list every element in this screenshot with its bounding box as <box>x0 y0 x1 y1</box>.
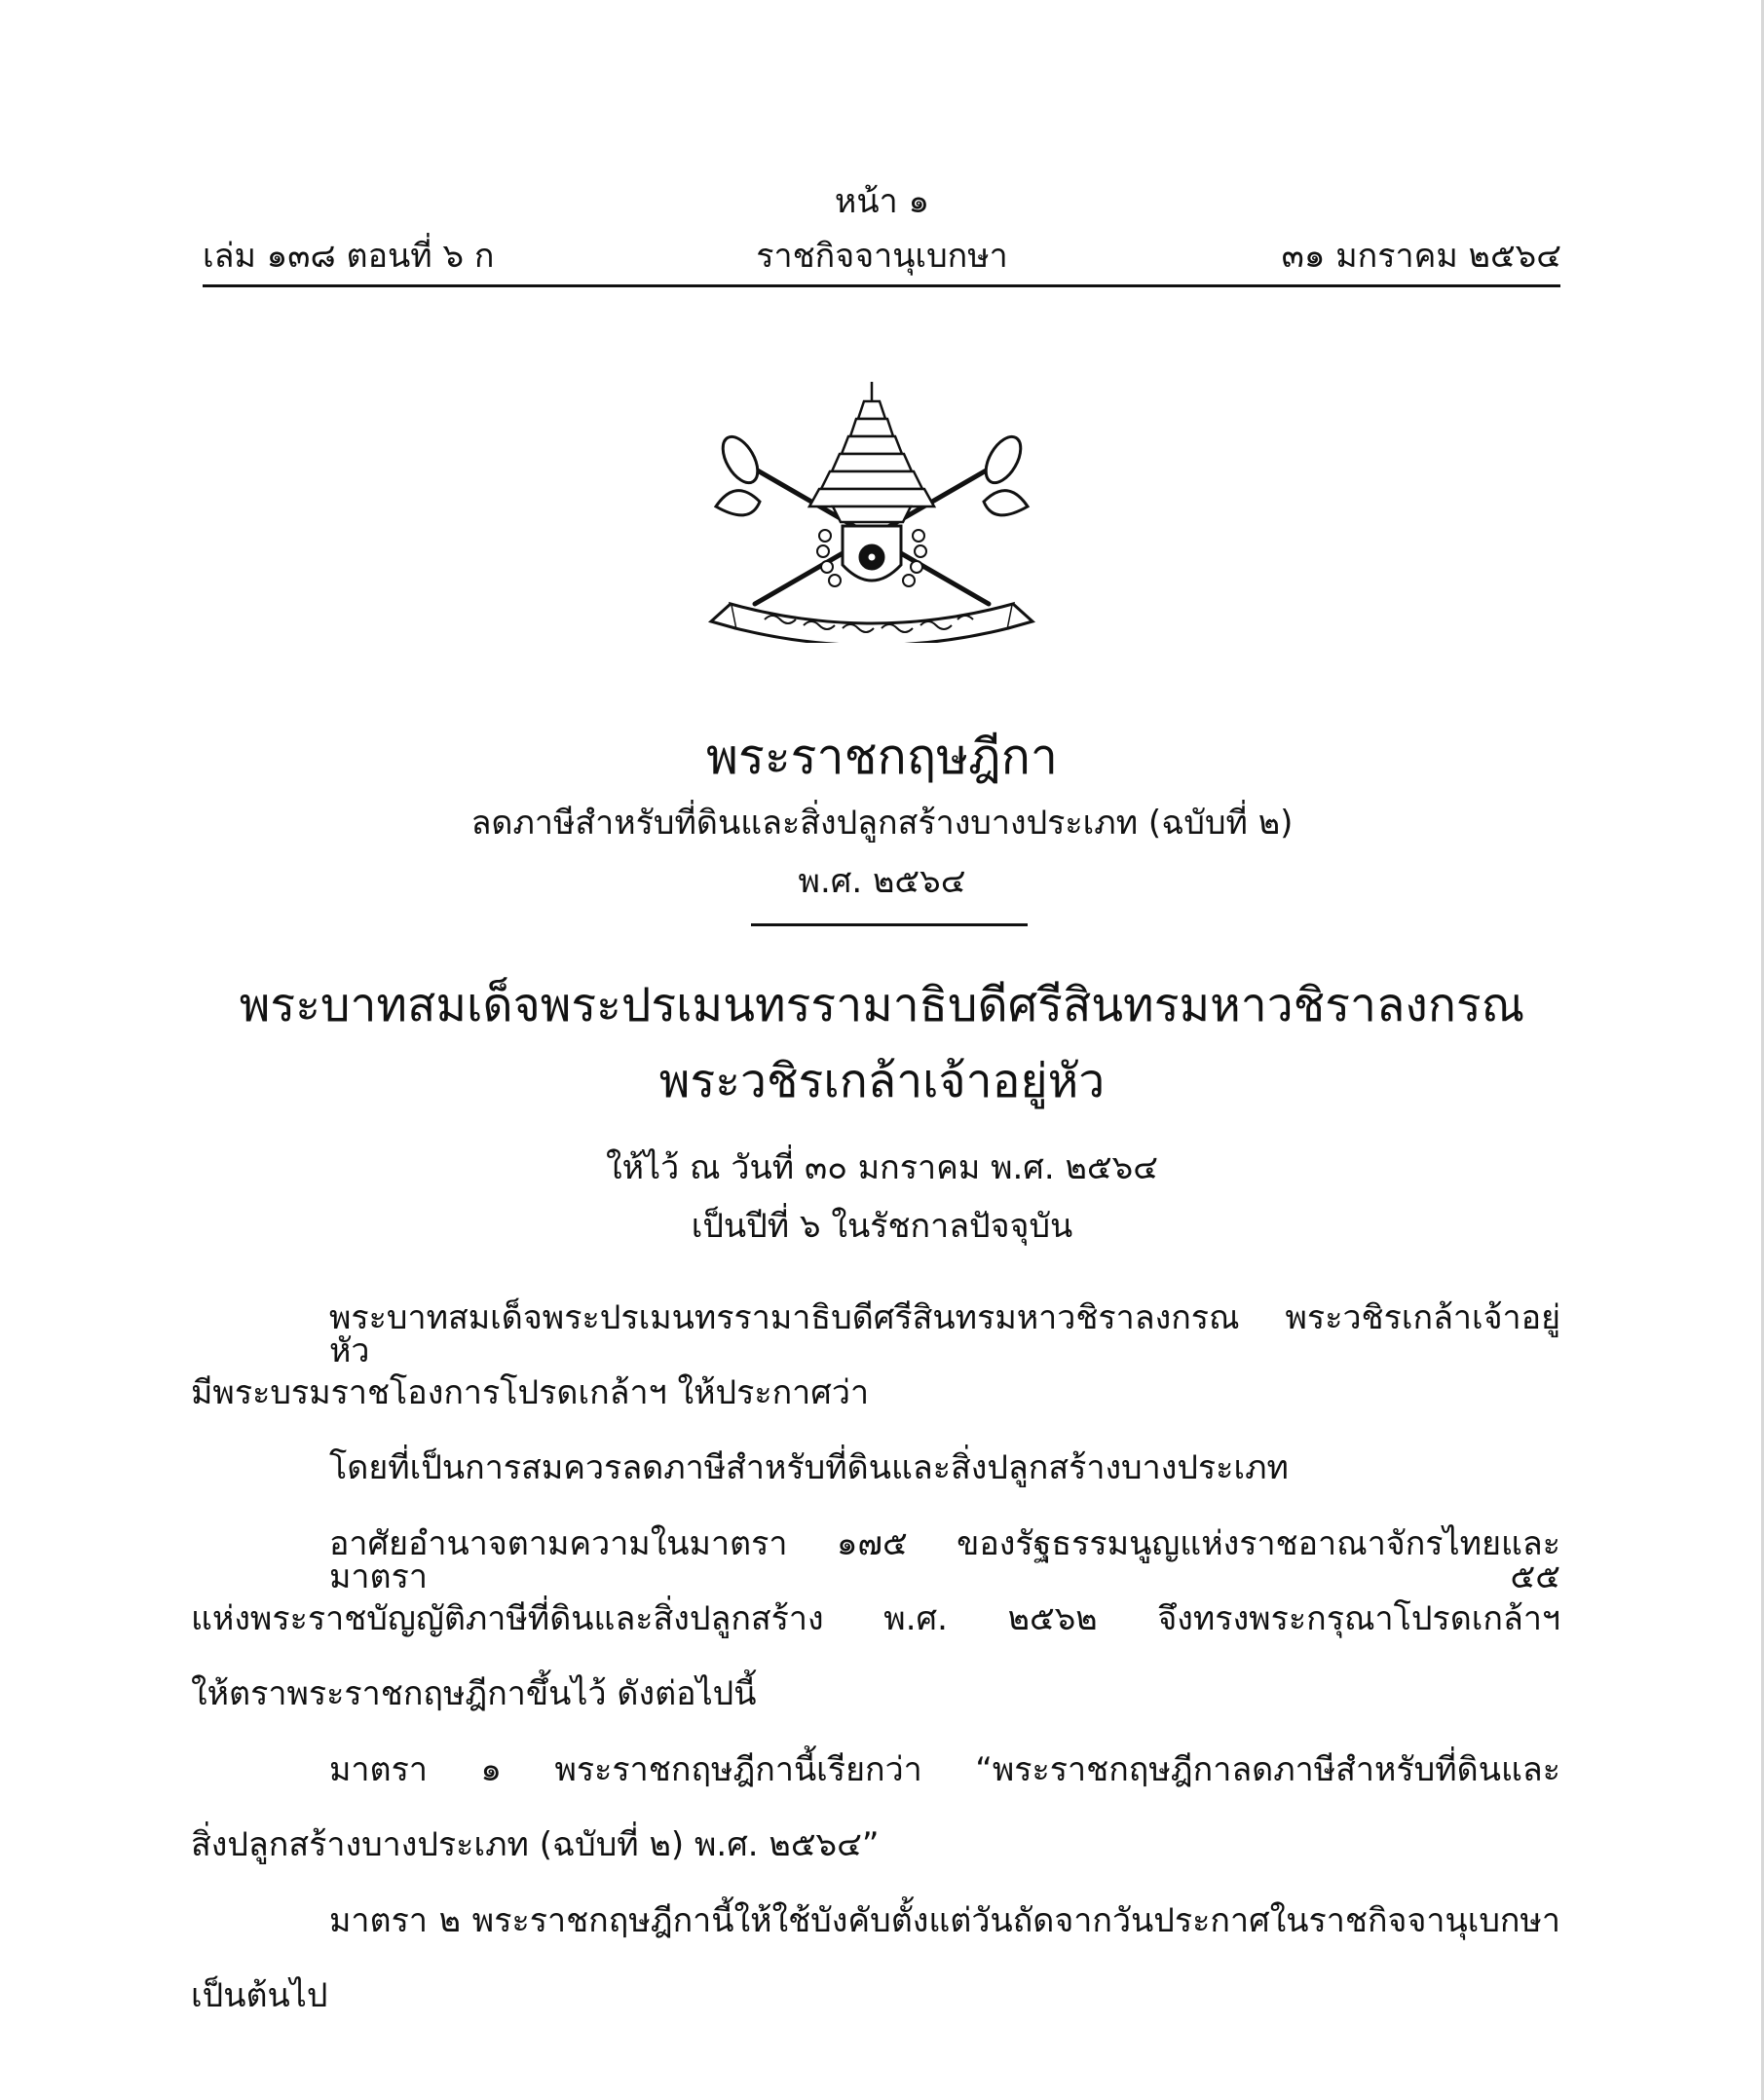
paragraph-3-line-1: อาศัยอำนาจตามความในมาตรา ๑๗๕ ของรัฐธรรมนูญแห่งราชอาณาจักรไทยและมาตรา ๕๕ <box>329 1524 1560 1596</box>
paragraph-1-line-2: มีพระบรมราชโองการโปรดเกล้าฯ ให้ประกาศว่า <box>191 1373 870 1412</box>
volume-issue: เล่ม ๑๓๘ ตอนที่ ๖ ก <box>203 237 495 276</box>
publication-name: ราชกิจจานุเบกษา <box>756 237 1008 276</box>
decree-year: พ.ศ. ๒๕๖๔ <box>798 862 966 901</box>
given-date: ให้ไว้ ณ วันที่ ๓๐ มกราคม พ.ศ. ๒๕๖๔ <box>606 1148 1158 1187</box>
decree-title: พระราชกฤษฎีกา <box>706 729 1058 785</box>
section-1-line-1: มาตรา ๑ พระราชกฤษฎีกานี้เรียกว่า “พระราชกฤษฎีกาลดภาษีสำหรับที่ดินและ <box>329 1750 1560 1789</box>
king-name-line2: พระวชิรเกล้าเจ้าอยู่หัว <box>658 1054 1106 1108</box>
reign-year: เป็นปีที่ ๖ ในรัชกาลปัจจุบัน <box>691 1207 1073 1246</box>
paragraph-2-line-1: โดยที่เป็นการสมควรลดภาษีสำหรับที่ดินและสิ่งปลูกสร้างบางประเภท <box>329 1448 1289 1487</box>
paragraph-3-line-2: แห่งพระราชบัญญัติภาษีที่ดินและสิ่งปลูกสร้าง พ.ศ. ๒๕๖๒ จึงทรงพระกรุณาโปรดเกล้าฯ <box>191 1599 1560 1638</box>
royal-emblem-icon <box>696 380 1047 643</box>
section-2-line-2: เป็นต้นไป <box>191 1976 328 2015</box>
header-rule <box>203 284 1560 287</box>
section-2-line-1: มาตรา ๒ พระราชกฤษฎีกานี้ให้ใช้บังคับตั้งแต่วันถัดจากวันประกาศในราชกิจจานุเบกษา <box>329 1901 1560 1940</box>
page-number: หน้า ๑ <box>834 182 930 221</box>
king-name-line1: พระบาทสมเด็จพระปรเมนทรรามาธิบดีศรีสินทรมหาวชิราลงกรณ <box>239 978 1525 1032</box>
publication-date: ๓๑ มกราคม ๒๕๖๔ <box>1281 237 1561 276</box>
paragraph-3-line-3: ให้ตราพระราชกฤษฎีกาขึ้นไว้ ดังต่อไปนี้ <box>191 1674 757 1713</box>
section-1-line-2: สิ่งปลูกสร้างบางประเภท (ฉบับที่ ๒) พ.ศ. ๒๕๖๔” <box>191 1825 880 1864</box>
decree-subtitle: ลดภาษีสำหรับที่ดินและสิ่งปลูกสร้างบางประเภท (ฉบับที่ ๒) <box>470 804 1294 843</box>
paragraph-1-line-1: พระบาทสมเด็จพระปรเมนทรรามาธิบดีศรีสินทรมหาวชิราลงกรณ พระวชิรเกล้าเจ้าอยู่หัว <box>329 1298 1560 1370</box>
title-rule <box>751 923 1028 926</box>
